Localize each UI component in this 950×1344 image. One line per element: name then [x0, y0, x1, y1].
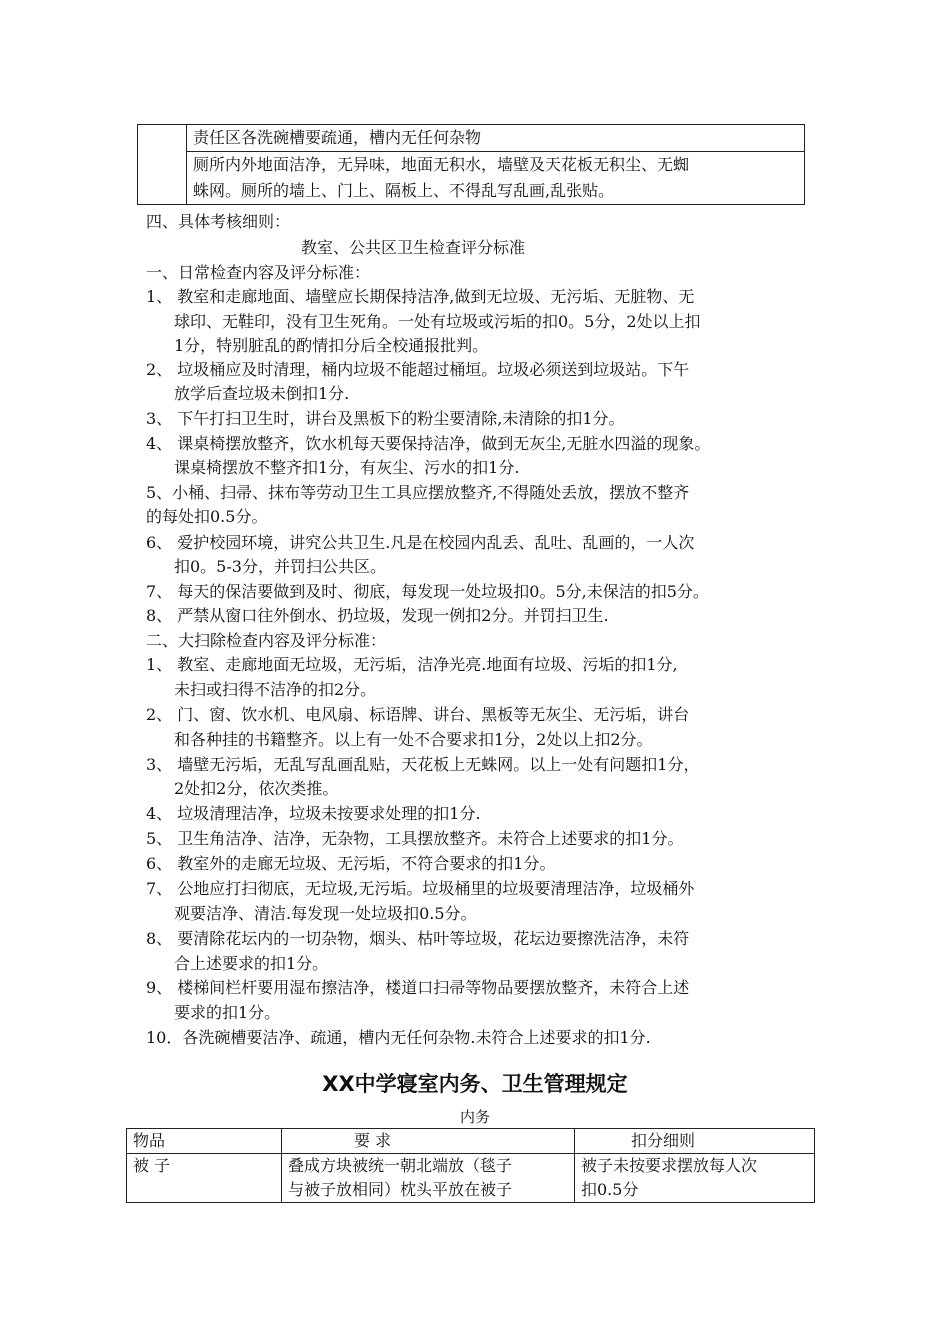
section-heading: 四、具体考核细则：	[146, 212, 291, 231]
text-line: 4、 课桌椅摆放整齐，饮水机每天要保持洁净，做到无灰尘,无脏水四溢的现象。	[146, 434, 711, 453]
table-header-row	[127, 1129, 815, 1154]
cell-requirement: 叠成方块被统一朝北端放（毯子 与被子放相同）枕头平放在被子	[282, 1154, 575, 1203]
document-title: XX中学寝室内务、卫生管理规定	[322, 1072, 628, 1096]
text-line: 要求的扣1分。	[174, 1003, 281, 1022]
text-line: 3、 下午打扫卫生时，讲台及黑板下的粉尘要清除,未清除的扣1分。	[146, 409, 625, 428]
text-line: 1、 教室、走廊地面无垃圾，无污垢，洁净光亮.地面有垃圾、污垢的扣1分,	[146, 655, 678, 674]
text-line: 2、 门、窗、饮水机、电风扇、标语牌、讲台、黑板等无灰尘、无污垢，讲台	[146, 705, 690, 724]
cell-item: 被 子	[127, 1154, 282, 1203]
text-line: 7、 公地应打扫彻底，无垃圾,无污垢。垃圾桶里的垃圾要清理洁净，垃圾桶外	[146, 879, 695, 898]
text-line: 8、 要清除花坛内的一切杂物，烟头、枯叶等垃圾，花坛边要擦洗洁净，未符	[146, 929, 690, 948]
text-line: 10．各洗碗槽要洁净、疏通，槽内无任何杂物.未符合上述要求的扣1分.	[146, 1028, 651, 1047]
table-cell-blank	[138, 125, 187, 205]
text-line: 3、 墙壁无污垢，无乱写乱画乱贴，天花板上无蛛网。以上一处有问题扣1分，	[146, 755, 700, 774]
text-line: 4、 垃圾清理洁净，垃圾未按要求处理的扣1分.	[146, 804, 481, 823]
text-line: 球印、无鞋印，没有卫生死角。一处有垃圾或污垢的扣0。5分，2处以上扣	[174, 312, 701, 331]
section-heading: 二、大扫除检查内容及评分标准：	[146, 631, 387, 650]
text-line: 课桌椅摆放不整齐扣1分，有灰尘、污水的扣1分.	[174, 458, 520, 477]
text-line: 的每处扣0.5分。	[146, 507, 268, 526]
header-cell-item: 物品	[127, 1129, 282, 1154]
table-cell: 责任区各洗碗槽要疏通，槽内无任何杂物	[187, 125, 805, 152]
header-cell-deduction: 扣分细则	[575, 1129, 815, 1154]
text-line: 2、 垃圾桶应及时清理，桶内垃圾不能超过桶垣。垃圾必须送到垃圾站。下午	[146, 360, 690, 379]
dorm-rules-table	[126, 1128, 815, 1203]
text-line: 合上述要求的扣1分。	[174, 954, 329, 973]
responsibility-table	[137, 124, 805, 205]
text-line: 5、 卫生角洁净、洁净，无杂物，工具摆放整齐。未符合上述要求的扣1分。	[146, 829, 684, 848]
section-heading: 一、日常检查内容及评分标准：	[146, 263, 371, 282]
table-cell	[187, 152, 805, 205]
text-line: 扣0。5-3分，并罚扫公共区。	[174, 557, 386, 576]
text-line: 2处扣2分，依次类推。	[174, 779, 339, 798]
table-row	[138, 152, 805, 205]
text-line: 观要洁净、清洁.每发现一处垃圾扣0.5分。	[174, 904, 477, 923]
text-line: 和各种挂的书籍整齐。以上有一处不合要求扣1分，2处以上扣2分。	[174, 730, 653, 749]
text-line: 5、小桶、扫帚、抹布等劳动卫生工具应摆放整齐,不得随处丢放，摆放不整齐	[146, 483, 690, 502]
text-line: 未扫或扫得不洁净的扣2分。	[174, 680, 377, 699]
table-row	[127, 1154, 815, 1203]
table-caption: 内务	[459, 1108, 490, 1126]
text-line: 6、 爱护校园环境，讲究公共卫生.凡是在校园内乱丢、乱吐、乱画的，一人次	[146, 533, 695, 552]
table-row	[138, 125, 805, 152]
text-line: 7、 每天的保洁要做到及时、彻底，每发现一处垃圾扣0。5分,未保洁的扣5分。	[146, 582, 709, 601]
text-line: 1分，特别脏乱的酌情扣分后全校通报批判。	[174, 336, 489, 355]
text-line: 6、 教室外的走廊无垃圾、无污垢，不符合要求的扣1分。	[146, 854, 556, 873]
header-cell-requirement: 要 求	[282, 1129, 575, 1154]
text-line: 1、 教室和走廊地面、墙壁应长期保持洁净,做到无垃圾、无污垢、无脏物、无	[146, 287, 695, 306]
text-line: 8、 严禁从窗口往外倒水、扔垃圾，发现一例扣2分。并罚扫卫生.	[146, 606, 609, 625]
section-title: 教室、公共区卫生检查评分标准	[301, 238, 526, 257]
table-cell-line: 蛛网。厕所的墙上、门上、隔板上、不得乱写乱画,乱张贴。	[193, 181, 615, 200]
cell-deduction: 被子未按要求摆放每人次 扣0.5分	[575, 1154, 815, 1203]
table-cell-line: 厕所内外地面洁净，无异味，地面无积水，墙壁及天花板无积尘、无蜘	[193, 155, 690, 174]
text-line: 放学后查垃圾未倒扣1分.	[174, 384, 350, 403]
text-line: 9、 楼梯间栏杆要用湿布擦洁净，楼道口扫帚等物品要摆放整齐，未符合上述	[146, 978, 690, 997]
